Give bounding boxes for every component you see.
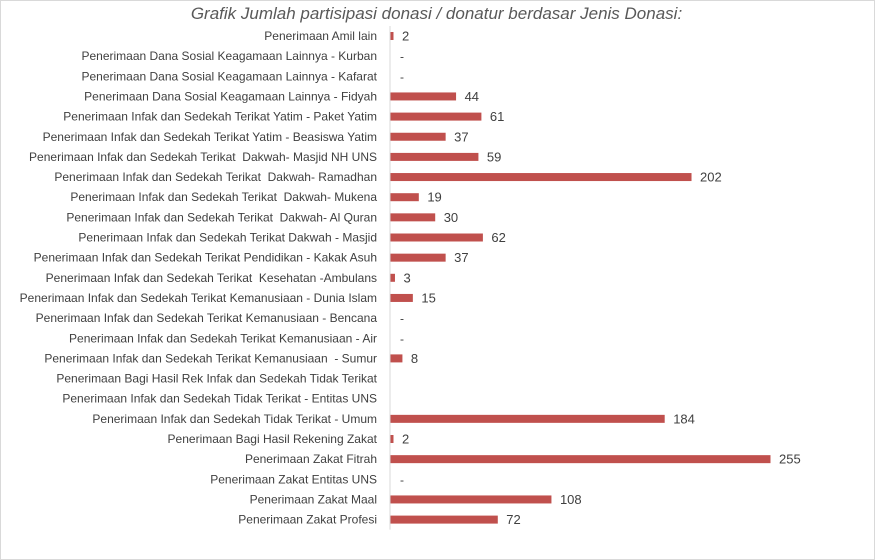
bar — [391, 274, 395, 282]
category-label: Penerimaan Amil lain — [264, 29, 377, 43]
category-label: Penerimaan Zakat Maal — [249, 492, 377, 507]
data-label: 202 — [700, 169, 722, 185]
data-label: 255 — [779, 451, 801, 467]
category-label: Penerimaan Infak dan Sedekah Tidak Terikat - Entitas UNS — [62, 391, 377, 406]
bar — [391, 294, 413, 302]
chart-title: Grafik Jumlah partisipasi donasi / donatur berdasar Jenis Donasi: — [190, 4, 683, 23]
data-label: - — [400, 69, 404, 84]
bar — [391, 213, 436, 221]
data-label: 3 — [403, 270, 411, 286]
category-label: Penerimaan Zakat Profesi — [238, 512, 377, 527]
bar — [391, 92, 457, 100]
data-label: 59 — [486, 149, 502, 165]
bar — [391, 32, 394, 40]
data-label: - — [400, 49, 404, 64]
data-label: 2 — [401, 431, 410, 447]
category-label: Penerimaan Infak dan Sedekah Tidak Terikat - Umum — [92, 411, 377, 426]
data-label: 44 — [464, 88, 480, 104]
category-label: Penerimaan Infak dan Sedekah Terikat Dakwah- Al Quran — [66, 210, 377, 225]
category-label: Penerimaan Dana Sosial Keagamaan Lainnya - Kurban — [81, 49, 377, 64]
data-label: 2 — [401, 28, 410, 44]
category-label: Penerimaan Infak dan Sedekah Terikat Yatim - Beasiswa Yatim — [42, 129, 377, 144]
category-label: Penerimaan Infak dan Sedekah Terikat Yatim - Paket Yatim — [63, 109, 377, 124]
data-label: 184 — [673, 411, 695, 427]
data-label: 19 — [427, 189, 442, 205]
bar — [391, 435, 394, 443]
category-label: Penerimaan Infak dan Sedekah Terikat Dakwah- Mukena — [70, 190, 377, 205]
category-label: Penerimaan Zakat Entitas UNS — [210, 472, 377, 487]
bar — [391, 254, 446, 262]
bar — [391, 153, 479, 161]
bar — [391, 193, 419, 201]
category-label: Penerimaan Dana Sosial Keagamaan Lainnya - Fidyah — [84, 89, 377, 104]
category-label: Penerimaan Bagi Hasil Rekening Zakat — [167, 432, 377, 446]
data-label: 37 — [454, 250, 469, 266]
category-label: Penerimaan Infak dan Sedekah Terikat Pendidikan - Kakak Asuh — [33, 250, 377, 265]
category-label: Penerimaan Infak dan Sedekah Terikat Kemanusiaan - Sumur — [44, 351, 377, 366]
data-label: 37 — [454, 129, 469, 145]
category-label: Penerimaan Infak dan Sedekah Terikat Kemanusiaan - Dunia Islam — [19, 290, 377, 305]
category-label: Penerimaan Zakat Fitrah — [244, 452, 377, 467]
bar — [391, 495, 552, 503]
data-label: - — [400, 472, 404, 487]
bar — [391, 516, 498, 524]
bar — [391, 455, 771, 463]
data-label: 8 — [410, 350, 419, 366]
category-label: Penerimaan Infak dan Sedekah Terikat Dakwah- Masjid NH UNS — [29, 149, 377, 164]
bar — [391, 173, 692, 181]
data-label: 61 — [489, 109, 505, 125]
data-label: 62 — [491, 230, 506, 245]
category-label: Penerimaan Bagi Hasil Rek Infak dan Sedekah Tidak Terikat — [56, 371, 377, 386]
data-label: - — [400, 311, 404, 326]
bar — [391, 234, 483, 242]
data-label: 72 — [506, 512, 521, 528]
bar — [391, 113, 482, 121]
data-label: 108 — [559, 491, 582, 507]
category-label: Penerimaan Infak dan Sedekah Terikat Dakwah- Ramadhan — [54, 170, 377, 185]
category-label: Penerimaan Infak dan Sedekah Terikat Dakwah - Masjid — [78, 230, 377, 245]
category-label: Penerimaan Infak dan Sedekah Terikat Kemanusiaan - Air — [69, 331, 377, 346]
data-label: 30 — [443, 209, 459, 225]
data-label: 15 — [421, 290, 436, 306]
category-label: Penerimaan Infak dan Sedekah Terikat Kemanusiaan - Bencana — [35, 311, 377, 326]
category-label: Penerimaan Dana Sosial Keagamaan Lainnya - Kafarat — [81, 69, 377, 84]
bar — [391, 133, 446, 141]
bar — [391, 415, 665, 423]
data-label: - — [400, 331, 404, 346]
category-label: Penerimaan Infak dan Sedekah Terikat Kesehatan -Ambulans — [45, 270, 377, 285]
bar — [391, 354, 403, 362]
